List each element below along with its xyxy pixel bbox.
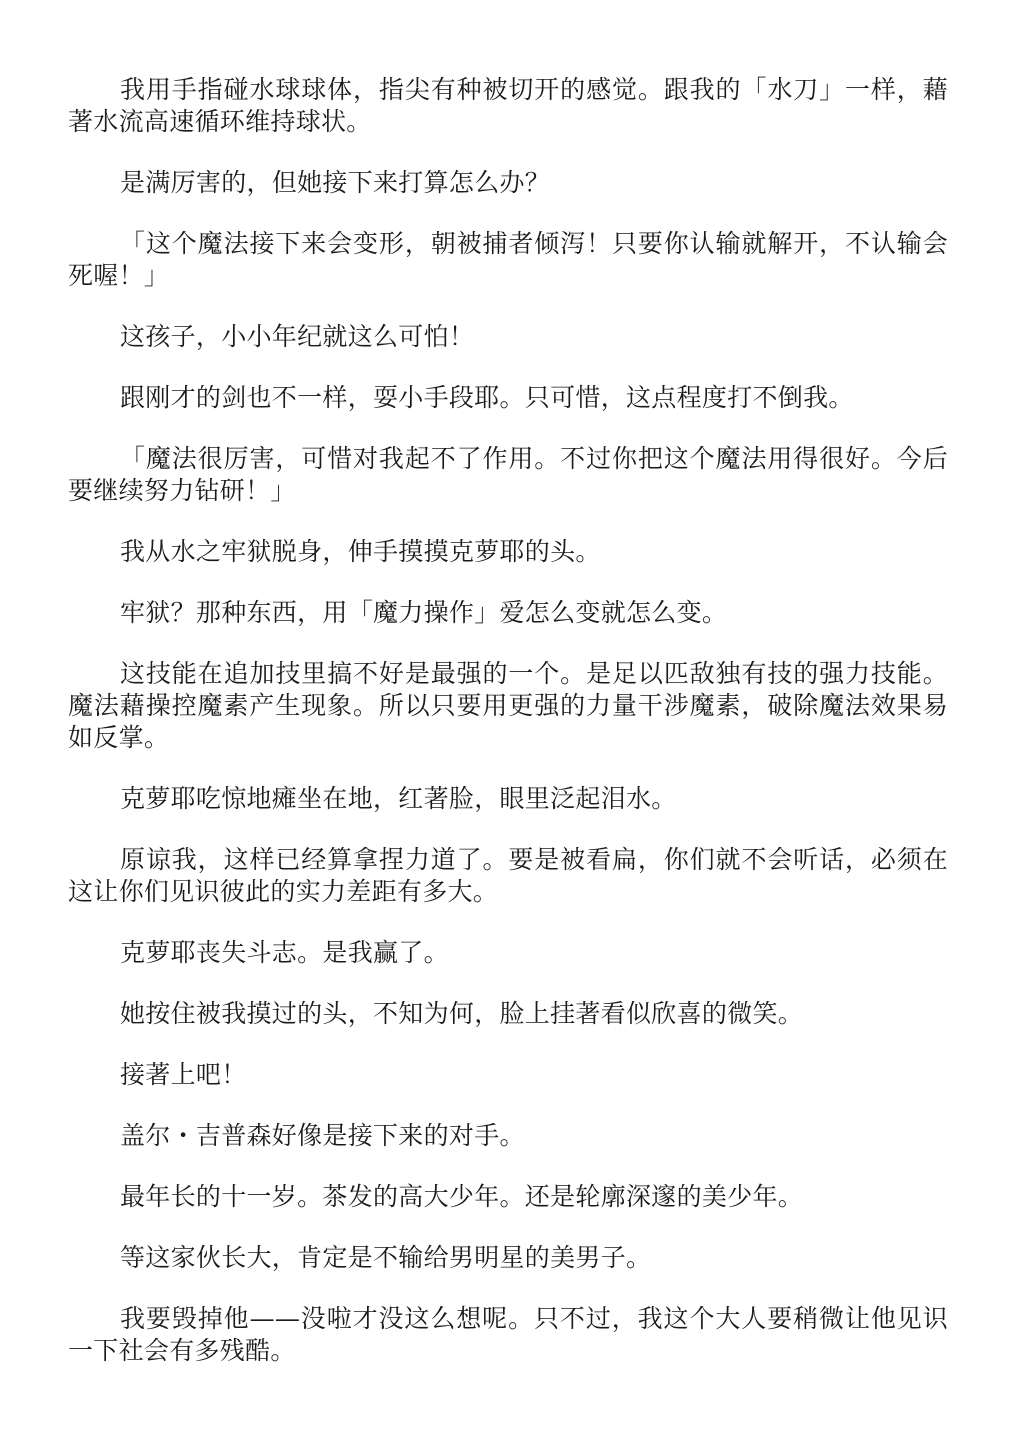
body-text — [68, 74, 948, 1396]
paragraph: 我要毁掉他——没啦才没这么想呢。只不过，我这个大人要稍微让他见识一下社会有多残酷。 — [68, 1304, 948, 1365]
paragraph: 牢狱？那种东西，用「魔力操作」爱怎么变就怎么变。 — [120, 598, 728, 627]
paragraph: 我用手指碰水球球体，指尖有种被切开的感觉。跟我的「水刀」一样，藉著水流高速循环维持球状。 — [68, 75, 948, 136]
paragraph: 原谅我，这样已经算拿捏力道了。要是被看扁，你们就不会听话，必须在这让你们见识彼此的实力差距有多大。 — [68, 845, 948, 906]
paragraph: 我从水之牢狱脱身，伸手摸摸克萝耶的头。 — [120, 537, 601, 566]
paragraph: 这孩子，小小年纪就这么可怕！ — [120, 322, 475, 351]
paragraph: 克萝耶吃惊地瘫坐在地，红著脸，眼里泛起泪水。 — [120, 784, 677, 813]
paragraph: 是满厉害的，但她接下来打算怎么办？ — [120, 168, 551, 197]
paragraph: 跟刚才的剑也不一样，耍小手段耶。只可惜，这点程度打不倒我。 — [120, 383, 854, 412]
paragraph: 等这家伙长大，肯定是不输给男明星的美男子。 — [120, 1243, 652, 1272]
paragraph: 这技能在追加技里搞不好是最强的一个。是足以匹敌独有技的强力技能。魔法藉操控魔素产生现象。所以只要用更强的力量干涉魔素，破除魔法效果易如反掌。 — [68, 659, 948, 752]
paragraph: 接著上吧！ — [120, 1060, 247, 1089]
paragraph: 「魔法很厉害，可惜对我起不了作用。不过你把这个魔法用得很好。今后要继续努力钻研！」 — [68, 444, 948, 505]
paragraph: 「这个魔法接下来会变形，朝被捕者倾泻！只要你认输就解开，不认输会死喔！」 — [68, 229, 948, 290]
paragraph: 盖尔・吉普森好像是接下来的对手。 — [120, 1121, 525, 1150]
paragraph: 最年长的十一岁。茶发的高大少年。还是轮廓深邃的美少年。 — [120, 1182, 804, 1211]
paragraph: 她按住被我摸过的头，不知为何，脸上挂著看似欣喜的微笑。 — [120, 999, 804, 1028]
paragraph: 克萝耶丧失斗志。是我赢了。 — [120, 938, 449, 967]
